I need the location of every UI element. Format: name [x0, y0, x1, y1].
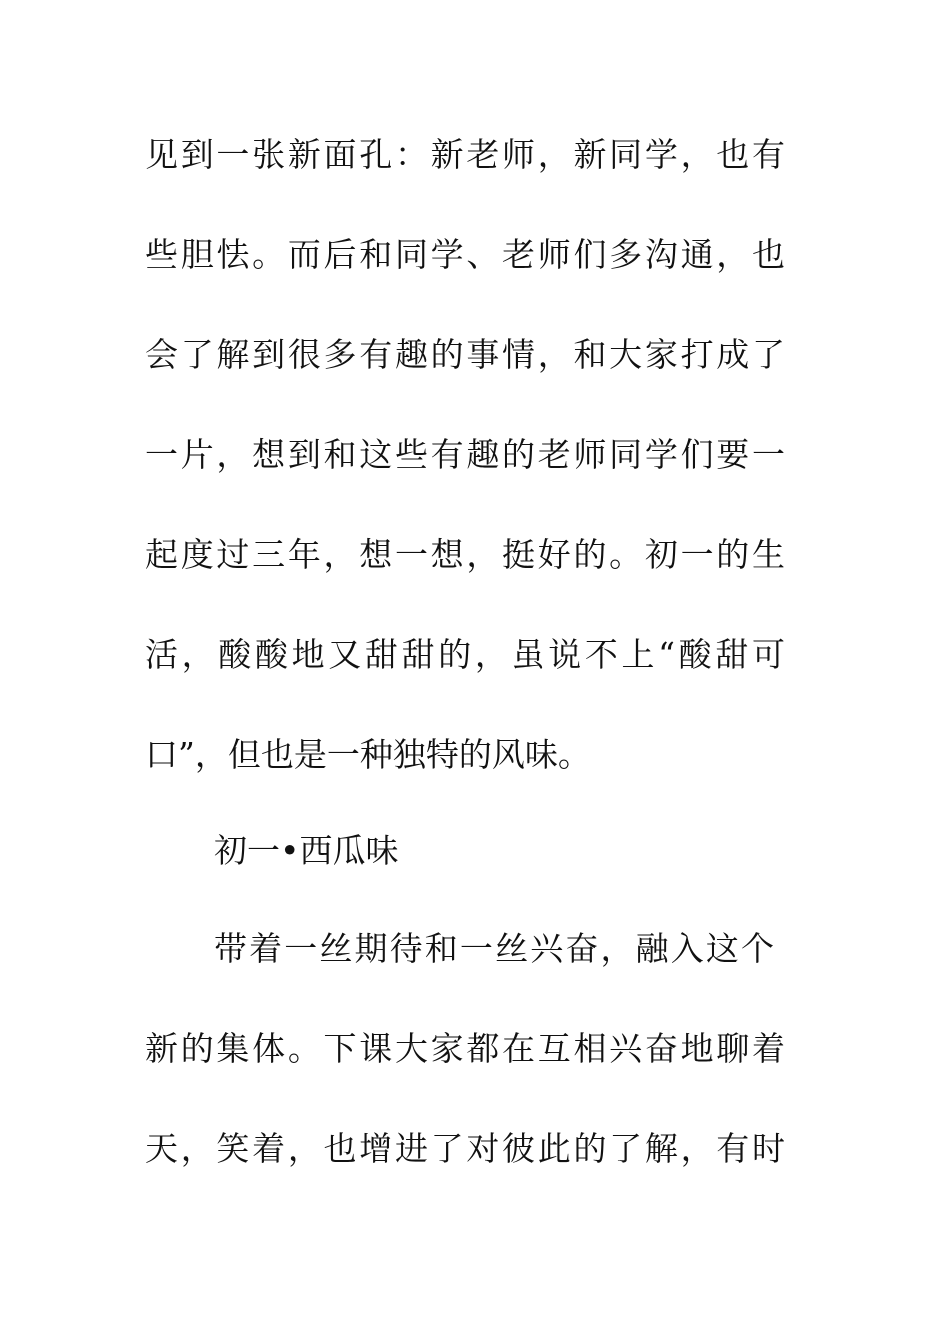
paragraph-line: 活，酸酸地又甜甜的，虽说不上“酸甜可	[145, 635, 785, 674]
section-heading: 初一•西瓜味	[214, 831, 399, 870]
paragraph-line: 新的集体。下课大家都在互相兴奋地聊着	[145, 1029, 785, 1068]
paragraph-line: 见到一张新面孔：新老师，新同学，也有	[145, 135, 785, 174]
paragraph-line: 会了解到很多有趣的事情，和大家打成了	[145, 335, 785, 374]
paragraph-line: 口”，但也是一种独特的风味。	[145, 735, 591, 774]
paragraph-line: 天，笑着，也增进了对彼此的了解，有时	[145, 1129, 785, 1168]
paragraph-line: 些胆怯。而后和同学、老师们多沟通，也	[145, 235, 785, 274]
paragraph-line: 一片，想到和这些有趣的老师同学们要一	[145, 435, 785, 474]
paragraph-line: 起度过三年，想一想，挺好的。初一的生	[145, 535, 785, 574]
paragraph-line: 带着一丝期待和一丝兴奋，融入这个	[214, 929, 774, 968]
